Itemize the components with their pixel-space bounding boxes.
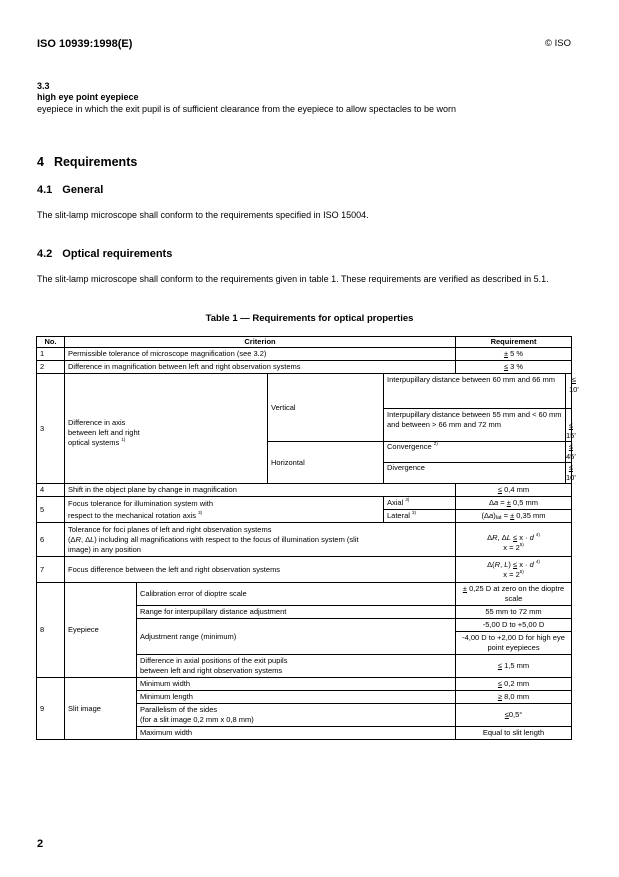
clause-number-3-3: 3.3 [37,81,50,91]
req-value: 5 % [508,349,524,358]
req-part: L [506,533,511,542]
req-part: x · [517,559,530,569]
req-part: x = 2 [503,543,520,552]
axis-difference-label: Difference in axis between left and right optical systems [68,417,140,447]
req-part: R [492,533,498,542]
group-label: Slit image [65,678,137,740]
heading-text: Optical requirements [62,248,173,260]
requirement-cell [456,678,572,691]
table-row [37,361,572,374]
footnote-ref: 5) [519,568,524,574]
criterion-line: Tolerance for foci planes of left and right observation systems [68,524,272,534]
requirement-cell [456,691,572,704]
criterion-cell: Shift in the object plane by change in magnification [65,484,456,497]
req-sign: ≤ [571,375,576,384]
table-row [37,583,572,606]
req-part: ) [508,559,513,569]
row-number: 4 [37,484,65,497]
criterion-cell: Range for interpupillary distance adjustment [137,606,456,619]
criterion-cell: Adjustment range (minimum) [137,619,456,655]
heading-text: Requirements [53,155,138,169]
req-sign: ± [462,584,467,593]
req-sign: ≤ [568,421,573,430]
requirement-cell [566,442,576,462]
crit-part: (Δ [68,534,76,544]
req-sign: ≥ [497,692,503,701]
requirement-line [459,533,568,543]
req-part: , Δ [497,533,507,542]
header-requirement: Requirement [456,337,572,348]
paragraph-optical-requirements: The slit-lamp microscope shall conform to the requirements given in table 1. These requirements are verified as described in 5.1. [37,274,549,284]
req-value: 45' [566,452,576,461]
heading-general [37,184,103,196]
table-row [37,678,572,691]
req-value: 0,5° [508,710,523,719]
requirement-cell [456,497,572,510]
table-row [37,557,572,583]
requirement-cell [456,655,572,678]
req-part: a [489,511,494,520]
req-part: L [504,559,509,569]
term-heading: high eye point eyepiece [37,92,139,102]
req-part: ) [493,511,496,520]
req-value: 0,25 D at zero on the dioptre scale [467,584,565,603]
req-sign: ± [506,498,511,507]
table-row [37,348,572,361]
requirement-cell: Equal to slit length [456,727,572,740]
req-sign: ± [510,511,515,520]
req-part: x = 2 [503,569,520,579]
convergence-label [384,442,566,462]
axial-label [384,497,456,510]
requirement-cell [566,409,576,441]
req-subscript: lat [495,515,502,521]
requirement-cell: -5,00 D to +5,00 D [456,619,572,632]
req-sign: ≤ [497,679,503,688]
requirement-cell [456,583,572,606]
crit-part: ) including all magnifications with respect to the focus of illumination system (slit [94,534,359,544]
req-value: 1,5 mm [502,661,530,670]
req-part: Δ( [487,559,495,569]
criterion-line: image) in any position [68,544,141,554]
req-sign: ≤ [497,661,503,670]
heading-number: 4.1 [37,184,53,196]
req-part: Δ [489,498,495,507]
row-number: 6 [37,523,65,557]
criterion-line: respect to the mechanical rotation axis [68,510,196,520]
group-label: Eyepiece [65,583,137,678]
ipd-range-1: Interpupillary distance between 60 mm and 66 mm [384,374,566,408]
criterion-line [68,535,452,545]
vertical-label: Vertical [268,374,384,442]
criterion-line: Difference in axial positions of the exit pupils [140,656,288,665]
req-part: R [494,559,501,569]
document-standard-id: ISO 10939:1998(E) [37,38,133,50]
criterion-cell [65,523,456,557]
req-sign: ≤ [497,485,503,494]
lateral-text: Lateral [387,511,410,520]
table-row [37,374,572,409]
criterion-cell: Minimum width [137,678,456,691]
req-sign: ≤ [504,710,509,719]
criterion-cell [65,374,268,484]
requirement-line [459,543,568,553]
requirement-cell [456,704,572,727]
footnote-ref: 4) [535,532,540,537]
ipd-range-2: Interpupillary distance between 55 mm and < 60 mm and between > 66 mm and 72 mm [384,409,566,441]
crit-part: , Δ [80,534,91,544]
requirement-line [459,570,568,580]
req-part: = [501,511,511,520]
paragraph-general: The slit-lamp microscope shall conform to the requirements specified in ISO 15004. [37,210,369,220]
requirement-cell [456,523,572,557]
row-number: 2 [37,361,65,374]
copyright-notice: © ISO [544,38,571,49]
footnote-ref: 1) [121,436,126,442]
criterion-cell: Maximum width [137,727,456,740]
row-number: 9 [37,678,65,740]
req-part: x · [517,533,530,542]
requirement-cell: 55 mm to 72 mm [456,606,572,619]
criterion-cell: Permissible tolerance of microscope magnification (see 3.2) [65,348,456,361]
convergence-text: Convergence [387,442,432,451]
req-value: 3 % [508,362,524,371]
req-sign: ± [503,349,509,358]
row-number: 8 [37,583,65,678]
requirement-cell [456,510,572,523]
req-sign: ≤ [503,362,509,371]
req-sign: ≤ [513,559,518,569]
heading-number: 4.2 [37,248,53,260]
requirement-cell: -4,00 D to +2,00 D for high eye point eyepieces [456,632,572,655]
criterion-line: between left and right observation systems [140,666,283,675]
req-value: 15' [566,431,576,440]
req-value: 0,5 mm [510,498,538,507]
requirement-cell [566,463,576,483]
term-definition: eyepiece in which the exit pupil is of sufficient clearance from the eyepiece to allow spectacles to be worn [37,104,457,114]
footnote-ref: 3) [405,497,410,502]
row-number: 1 [37,348,65,361]
req-part: Δ [487,533,493,542]
horizontal-label: Horizontal [268,442,384,484]
req-part: = [498,498,507,507]
criterion-subcell [384,441,576,463]
footnote-ref: 3) [198,509,203,515]
req-part: (Δ [481,511,490,520]
row-number: 7 [37,557,65,583]
req-part: , [500,559,505,569]
criterion-subcell [384,463,576,484]
heading-text: General [62,184,104,196]
axial-text: Axial [387,498,404,507]
crit-part: R [75,534,81,544]
criterion-cell: Focus difference between the left and right observation systems [65,557,456,583]
requirement-cell [456,348,572,361]
divergence-label: Divergence [384,463,566,483]
crit-part: L [90,534,95,544]
criterion-cell [137,655,456,678]
req-part: a [494,498,499,507]
criterion-cell: Difference in magnification between left and right observation systems [65,361,456,374]
req-part: d [529,533,534,542]
requirement-line [459,560,568,570]
req-value: 0,4 mm [502,485,530,494]
requirements-table [36,336,579,740]
heading-number: 4 [37,155,44,169]
footnote-ref: 3) [412,510,417,515]
req-sign: ≤ [568,463,573,472]
criterion-cell [65,497,384,523]
lateral-label [384,510,456,523]
req-value: 10' [566,473,576,482]
req-value: 0,35 mm [514,511,546,520]
requirement-cell [566,374,582,408]
criterion-line: Focus tolerance for illumination system with [68,498,214,508]
requirement-cell [456,484,572,497]
heading-requirements [37,155,137,169]
footnote-ref: 5) [519,542,524,547]
table-row [37,523,572,557]
heading-optical-requirements [37,248,172,260]
criterion-line: (for a slit image 0,2 mm x 0,8 mm) [140,715,254,724]
req-value: 0,2 mm [502,679,530,688]
footnote-ref: 2) [433,441,438,446]
criterion-line: Parallelism of the sides [140,705,218,714]
footnote-ref: 4) [535,558,540,564]
row-number: 5 [37,497,65,523]
req-sign: ≤ [513,533,518,542]
table-row [37,497,572,510]
table-row [37,484,572,497]
criterion-cell: Calibration error of dioptre scale [137,583,456,606]
criterion-cell [137,704,456,727]
requirement-cell [456,557,572,583]
req-value: 10' [569,385,579,394]
header-criterion: Criterion [65,337,456,348]
req-sign: ≤ [568,442,573,451]
criterion-subcell [384,409,576,442]
requirement-cell [456,361,572,374]
criterion-subcell [384,374,579,409]
table-caption: Table 1 — Requirements for optical properties [205,313,414,324]
header-no: No. [37,337,65,348]
criterion-cell: Minimum length [137,691,456,704]
req-value: 8,0 mm [502,692,530,701]
req-part: d [529,559,534,569]
page-number: 2 [37,838,44,850]
row-number: 3 [37,374,65,484]
table-header-row [37,337,572,348]
